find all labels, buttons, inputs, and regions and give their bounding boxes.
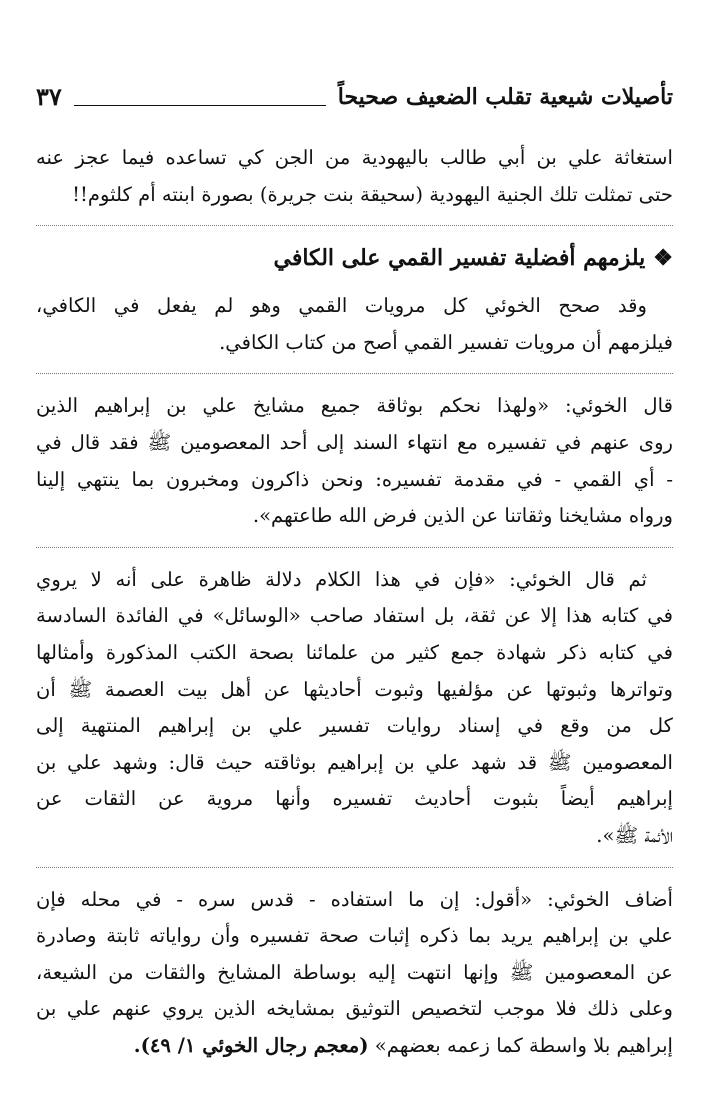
paragraph-1 [36, 288, 673, 361]
text-line: علي بن إبراهيم يريد بما ذكره إثبات صحة تفسيره وأن رواياته ثابتة وصادرة [36, 924, 673, 948]
running-title: تأصيلات شيعية تقلب الضعيف صحيحاً [337, 84, 673, 110]
text-line: وتواترها وثبوتها عن مؤلفيها وثبوت أحاديثها عن أهل بيت العصمة ﷺ أن [36, 677, 673, 701]
source-reference: (معجم رجال الخوئي ١/ ٤٩). [133, 1033, 369, 1057]
text-line: كل من وقع في إسناد روايات تفسير علي بن إبراهيم المنتهية إلى [36, 714, 673, 738]
paragraph-divider [36, 867, 673, 868]
text-line: ثم قال الخوئي: «فإن في هذا الكلام دلالة ظاهرة على أنه لا يروي [36, 567, 647, 591]
text-line: إبراهيم أيضاً بثبوت أحاديث تفسيره وأنها مروية عن الثقات عن [36, 787, 673, 811]
text-line: فيلزمهم أن مرويات تفسير القمي أصح من كتاب الكافي. [219, 330, 673, 354]
paragraph-4 [36, 882, 673, 1065]
intro-paragraph [36, 140, 673, 213]
text-line: حتى تمثلت تلك الجنية اليهودية (سحيقة بنت جريرة) بصورة ابنته أم كلثوم!! [72, 182, 673, 206]
text-line: في كتابه هذا إلا عن ثقة، بل استفاد صاحب «الوسائل» في الفائدة السادسة [36, 604, 673, 628]
section-heading [36, 240, 673, 276]
text-line: في كتابه ذكر شهادة جمع كثير من علمائنا بصحة الكتب المذكورة وأمثالها [36, 640, 673, 664]
text-line: استغاثة علي بن أبي طالب باليهودية من الجن كي تساعده فيما عجز عنه [36, 146, 673, 169]
page-header [36, 80, 673, 112]
paragraph-2 [36, 388, 673, 534]
text-line: قال الخوئي: «ولهذا نحكم بوثاقة جميع مشايخ علي بن إبراهيم الذين [36, 394, 673, 418]
text-line: أضاف الخوئي: «أقول: إن ما استفاده - قدس سره - في محله فإن [36, 887, 673, 911]
paragraph-3 [36, 562, 673, 855]
paragraph-divider [36, 373, 673, 374]
page-body [36, 140, 673, 1064]
header-rule [74, 105, 326, 106]
paragraph-divider [36, 547, 673, 548]
page-number: ٣٧ [36, 82, 62, 111]
text-line: روى عنهم في تفسيره مع انتهاء السند إلى أحد المعصومين ﷺ فقد قال في [36, 430, 673, 454]
text-line-with-reference [36, 1028, 673, 1065]
text-line: وقد صحح الخوئي كل مرويات القمي وهو لم يفعل في الكافي، [36, 294, 647, 318]
section-divider [36, 225, 673, 226]
text-line: عن المعصومين ﷺ وإنها انتهت إليه بوساطة المشايخ والثقات من الشيعة، [36, 960, 673, 984]
text-line: وعلى ذلك فلا موجب لتخصيص التوثيق بمشايخه الذين يروي عنهم علي بن [36, 997, 673, 1021]
section-heading-text: يلزمهم أفضلية تفسير القمي على الكافي [273, 245, 646, 272]
text-line: المعصومين ﷺ قد شهد علي بن إبراهيم بوثاقته حيث قال: وشهد علي بن [36, 750, 673, 774]
text-line: الأئمة ﷺ». [596, 823, 673, 847]
text-line: - أي القمي - في مقدمة تفسيره: ونحن ذاكرون ومخبرون بما ينتهي إلينا [36, 467, 673, 491]
text-line: ورواه مشايخنا وثقاتنا عن الذين فرض الله طاعتهم». [252, 504, 673, 528]
diamond-cluster-icon: ❖ [653, 245, 673, 272]
quote-ending: إبراهيم بلا واسطة كما زعمه بعضهم» [374, 1033, 673, 1057]
